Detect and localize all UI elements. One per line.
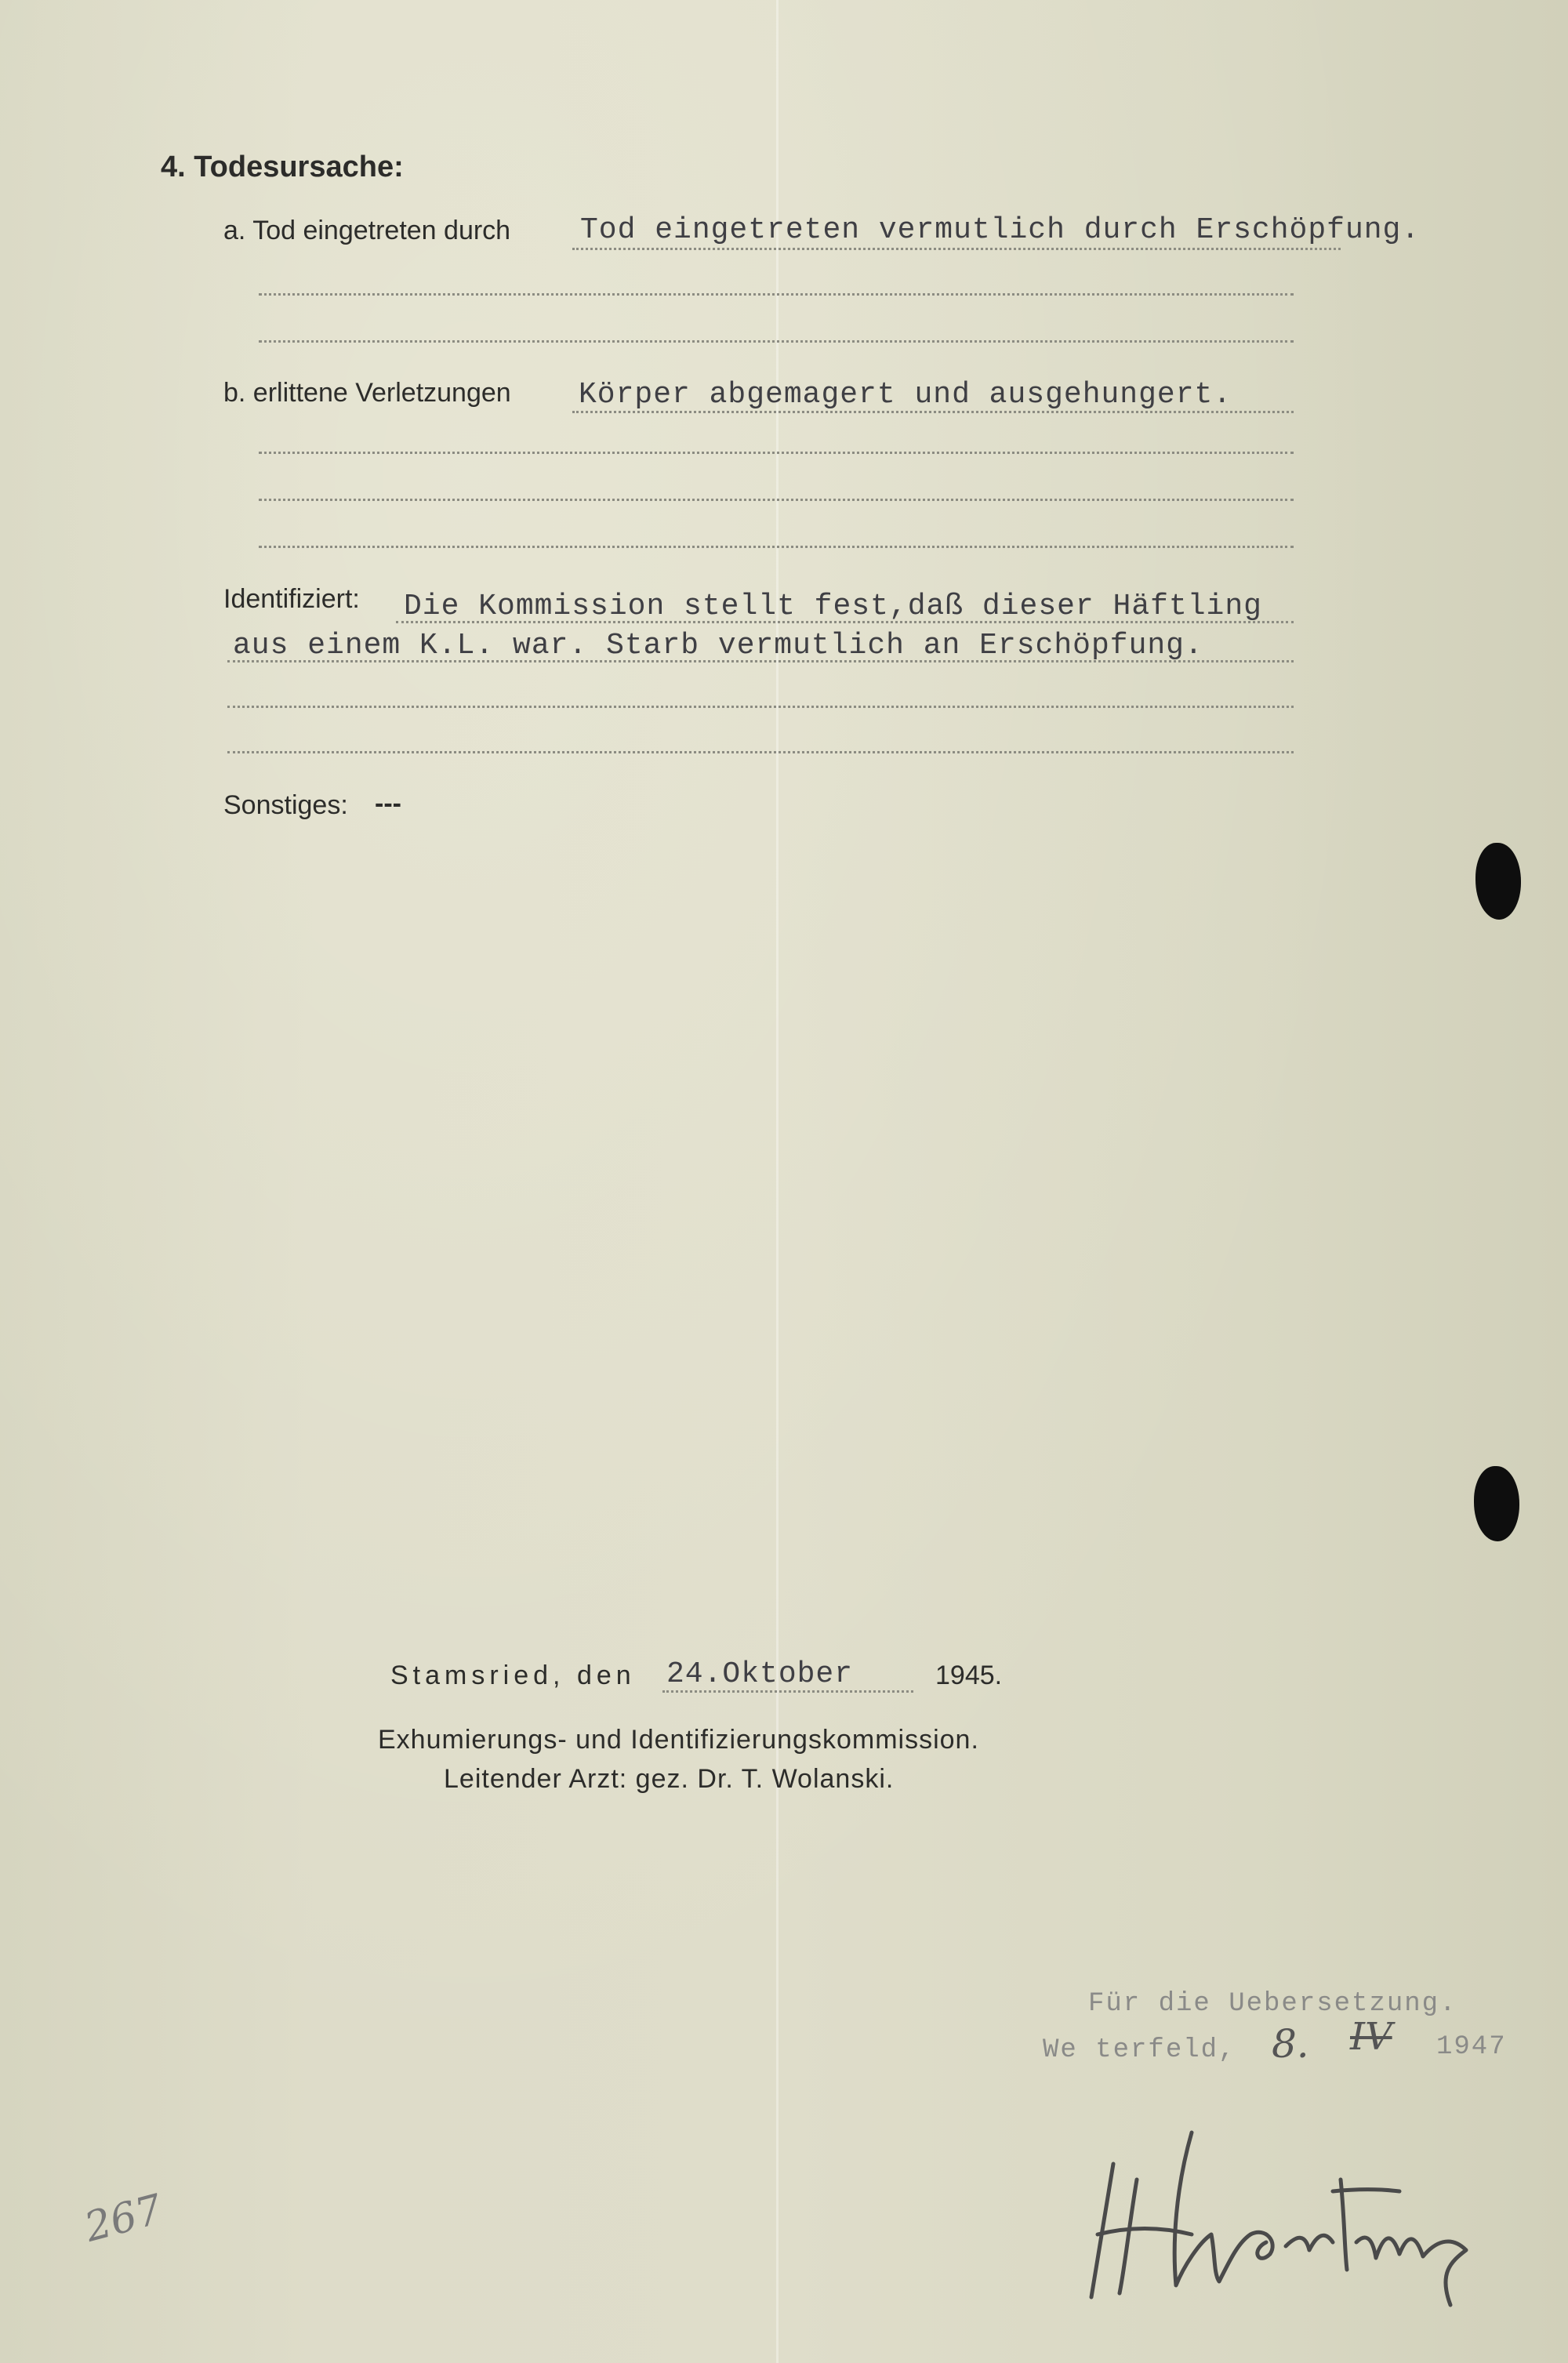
injuries-label: b. erlittene Verletzungen <box>223 378 511 408</box>
date-value: 24.Oktober <box>666 1657 854 1691</box>
dotted-line <box>396 621 1294 623</box>
punch-hole <box>1475 843 1521 920</box>
other-value: --- <box>375 789 401 819</box>
date-year: 1945. <box>935 1661 1003 1690</box>
translation-stamp-line-1: Für die Uebersetzung. <box>1088 1989 1457 2019</box>
identified-label: Identifiziert: <box>223 584 360 614</box>
dotted-line <box>227 660 1294 662</box>
place-and-date-prefix: Stamsried, den <box>390 1661 636 1690</box>
dotted-line <box>227 751 1294 753</box>
handwritten-signature <box>1082 2117 1490 2321</box>
cause-of-death-value: Tod eingetreten vermutlich durch Erschöpfung. <box>580 213 1421 247</box>
punch-hole <box>1474 1466 1519 1541</box>
other-label: Sonstiges: <box>223 790 348 820</box>
cause-of-death-label: a. Tod eingetreten durch <box>223 216 511 245</box>
commission-name: Exhumierungs- und Identifizierungskommission. <box>378 1725 979 1755</box>
dotted-line <box>259 546 1294 548</box>
stamp-year: 1947 <box>1436 2032 1507 2062</box>
dotted-line <box>259 340 1294 343</box>
translation-stamp-place: We terfeld, <box>1043 2035 1236 2065</box>
dotted-line <box>227 706 1294 708</box>
identified-line-1: Die Kommission stellt fest,daß dieser Häftling <box>404 590 1262 623</box>
section-heading: 4. Todesursache: <box>161 151 404 183</box>
paper-fold <box>776 0 779 2363</box>
stamp-day: 8. <box>1272 2021 1309 2067</box>
dotted-line <box>259 293 1294 296</box>
dotted-line <box>662 1690 913 1693</box>
dotted-line <box>259 499 1294 501</box>
identified-line-2: aus einem K.L. war. Starb vermutlich an Erschöpfung. <box>233 629 1203 662</box>
doctor-signature-line: Leitender Arzt: gez. Dr. T. Wolanski. <box>444 1764 895 1794</box>
page-number: 267 <box>79 2186 168 2252</box>
dotted-line <box>259 452 1294 454</box>
stamp-month: IV <box>1350 2015 1392 2059</box>
dotted-line <box>572 248 1341 250</box>
dotted-line <box>572 411 1294 413</box>
injuries-value: Körper abgemagert und ausgehungert. <box>579 378 1232 412</box>
